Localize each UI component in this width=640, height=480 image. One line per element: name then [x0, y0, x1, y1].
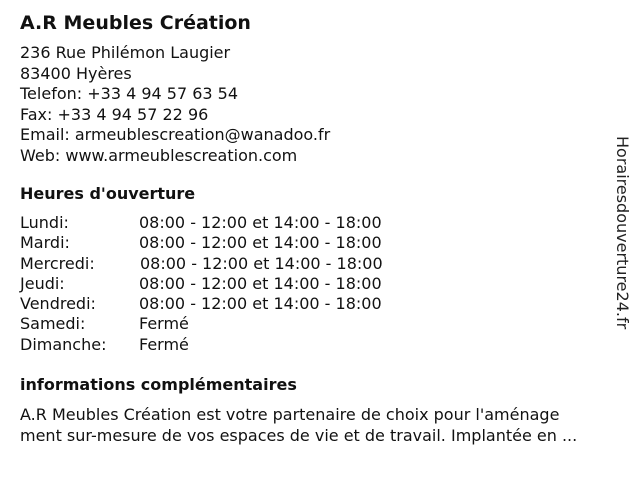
hours-row-wednesday: [20, 254, 383, 274]
email-address: Email: armeublescreation@wanadoo.fr: [20, 125, 331, 144]
day-label: Mardi:: [20, 233, 70, 253]
site-watermark: [613, 136, 633, 344]
phone-number: Telefon: +33 4 94 57 63 54: [20, 84, 239, 103]
address-street: 236 Rue Philémon Laugier: [20, 43, 231, 62]
business-description: [20, 404, 632, 446]
description-line: ment sur-mesure de vos espaces de vie et de travail. Implantée en ...: [20, 426, 578, 445]
business-name: A.R Meubles Création: [20, 12, 251, 34]
day-label: Mercredi:: [20, 253, 95, 273]
hours-row-tuesday: [20, 233, 383, 253]
day-label: Dimanche:: [20, 334, 107, 354]
hours-row-thursday: [20, 274, 383, 294]
fax-number: Fax: +33 4 94 57 22 96: [20, 104, 209, 124]
hours-row-friday: [20, 294, 383, 314]
hours-row-sunday: [20, 335, 383, 355]
time-value: 08:00 - 12:00 et 14:00 - 18:00: [139, 294, 382, 314]
description-line: A.R Meubles Création est votre partenaire de choix pour l'aménage: [20, 405, 560, 424]
hours-row-monday: [20, 213, 383, 233]
time-value: 08:00 - 12:00 et 14:00 - 18:00: [139, 233, 382, 253]
hours-row-saturday: [20, 314, 383, 334]
day-label: Lundi:: [20, 213, 69, 232]
address-city: 83400 Hyères: [20, 63, 132, 83]
opening-hours-table: [20, 213, 383, 355]
time-value: 08:00 - 12:00 et 14:00 - 18:00: [140, 253, 383, 273]
opening-hours-heading: Heures d'ouverture: [20, 184, 196, 203]
time-value: Fermé: [139, 334, 189, 354]
time-value: 08:00 - 12:00 et 14:00 - 18:00: [139, 213, 382, 232]
time-value: 08:00 - 12:00 et 14:00 - 18:00: [139, 273, 382, 293]
day-label: Vendredi:: [20, 294, 96, 314]
day-label: Jeudi:: [20, 273, 65, 293]
time-value: Fermé: [139, 314, 189, 334]
contact-block: [20, 43, 330, 166]
additional-info-heading: informations complémentaires: [20, 375, 297, 394]
day-label: Samedi:: [20, 314, 86, 334]
website-address: Web: www.armeublescreation.com: [20, 145, 298, 165]
watermark-text: Horairesdouverture24.fr: [613, 136, 632, 330]
